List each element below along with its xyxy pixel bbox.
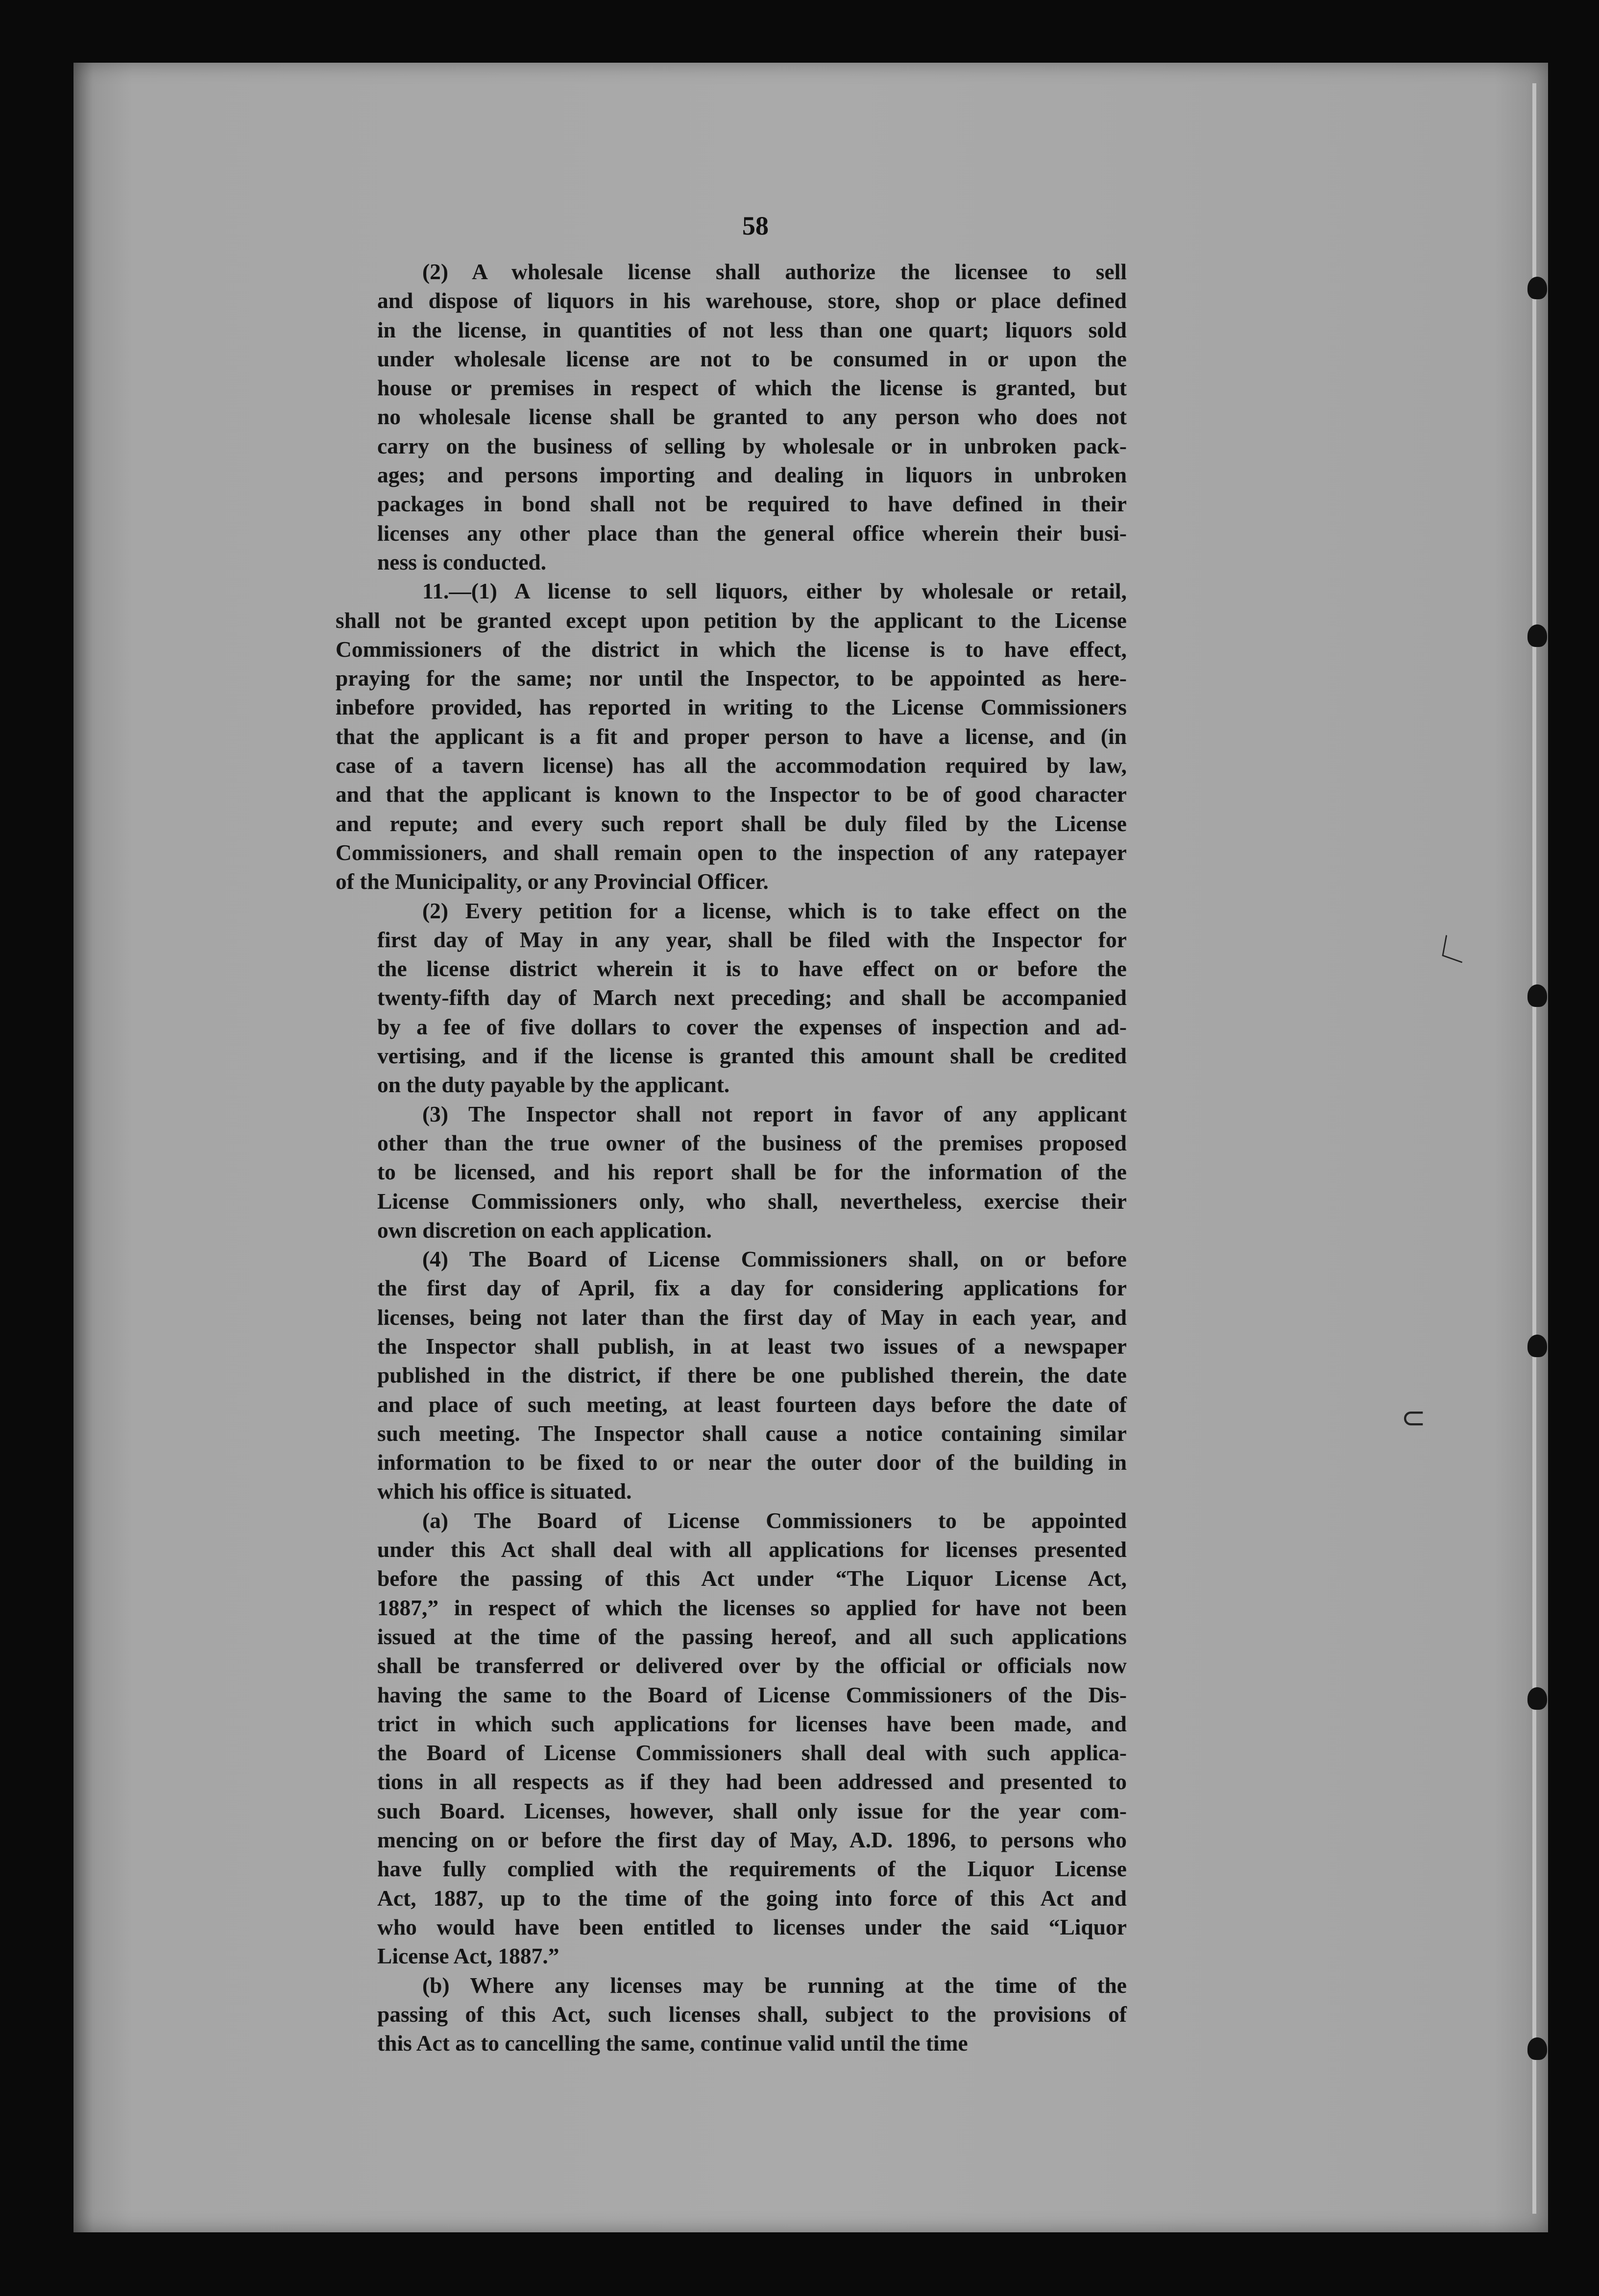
text-line: Act, 1887, up to the time of the going into force of this Act and — [377, 1885, 1127, 1911]
body-text — [336, 257, 1127, 2057]
text-line: mencing on or before the first day of May, A.D. 1896, to persons who — [377, 1827, 1127, 1853]
text-line: and repute; and every such report shall be duly filed by the License — [336, 811, 1127, 836]
text-line: Commissioners, and shall remain open to the inspection of any ratepayer — [336, 839, 1127, 865]
text-line: to be licensed, and his report shall be for the information of the — [377, 1159, 1127, 1185]
text-line: inbefore provided, has reported in writing to the License Commissioners — [336, 694, 1127, 720]
text-line: shall not be granted except upon petition by the applicant to the License — [336, 607, 1127, 633]
text-line: issued at the time of the passing hereof, and all such applications — [377, 1624, 1127, 1649]
text-line: carry on the business of selling by wholesale or in unbroken pack- — [377, 433, 1127, 458]
text-line: such Board. Licenses, however, shall only issue for the year com- — [377, 1798, 1127, 1823]
text-line: passing of this Act, such licenses shall, subject to the provisions of — [377, 2001, 1127, 2027]
binding-hole-mark — [1527, 984, 1547, 1007]
text-line: information to be fixed to or near the outer door of the building in — [377, 1450, 1127, 1475]
text-line: twenty-fifth day of March next preceding; and shall be accompanied — [377, 985, 1127, 1010]
text-line: License Act, 1887.” — [377, 1943, 559, 1969]
text-line: such meeting. The Inspector shall cause a notice containing similar — [377, 1420, 1127, 1446]
text-line: which his office is situated. — [377, 1479, 632, 1504]
text-line: (2) A wholesale license shall authorize the licensee to sell — [422, 259, 1127, 284]
text-line: this Act as to cancelling the same, continue valid until the time — [377, 2031, 968, 2056]
paragraph-p-11-3 — [377, 1100, 1127, 1244]
paragraph-p-11-1 — [336, 576, 1127, 896]
text-line: the Board of License Commissioners shall deal with such applica- — [377, 1740, 1127, 1766]
text-line: of the Municipality, or any Provincial Officer. — [336, 869, 769, 894]
paragraph-p-11-4 — [377, 1244, 1127, 1506]
binding-hole-mark — [1527, 1687, 1547, 1710]
text-line: before the passing of this Act under “The Liquor License Act, — [377, 1566, 1127, 1591]
text-line: licenses any other place than the general office wherein their busi- — [377, 520, 1127, 546]
text-line: licenses, being not later than the first day of May in each year, and — [377, 1304, 1127, 1330]
paragraph-p-2-wholesale — [377, 257, 1127, 576]
margin-pencil-mark: ⊂ — [1401, 1401, 1426, 1435]
text-line: the license district wherein it is to have effect on or before the — [377, 956, 1127, 981]
text-line: praying for the same; nor until the Inspector, to be appointed as here- — [336, 666, 1127, 691]
text-line: first day of May in any year, shall be filed with the Inspector for — [377, 927, 1127, 952]
text-line: License Commissioners only, who shall, nevertheless, exercise their — [377, 1188, 1127, 1214]
paragraph-p-11-2 — [377, 896, 1127, 1100]
text-line: under this Act shall deal with all applications for licenses presented — [377, 1537, 1127, 1562]
text-line: the first day of April, fix a day for considering applications for — [377, 1275, 1127, 1301]
page-number: 58 — [742, 211, 769, 240]
text-line: (b) Where any licenses may be running at the time of the — [422, 1972, 1127, 1998]
text-line: under wholesale license are not to be consumed in or upon the — [377, 346, 1127, 371]
text-line: ages; and persons importing and dealing in liquors in unbroken — [377, 462, 1127, 488]
margin-pencil-mark: 〈 — [1416, 932, 1467, 984]
binding-hole-mark — [1527, 1335, 1547, 1357]
text-line: in the license, in quantities of not less than one quart; liquors sold — [377, 317, 1127, 342]
text-line: tions in all respects as if they had been addressed and presented to — [377, 1769, 1127, 1794]
text-line: trict in which such applications for licenses have been made, and — [377, 1711, 1127, 1736]
text-line: own discretion on each application. — [377, 1217, 712, 1243]
text-line: the Inspector shall publish, in at least two issues of a newspaper — [377, 1333, 1127, 1359]
text-line: (3) The Inspector shall not report in favor of any applicant — [422, 1101, 1127, 1126]
text-line: having the same to the Board of License Commissioners of the Dis- — [377, 1682, 1127, 1707]
text-line: house or premises in respect of which the license is granted, but — [377, 375, 1127, 401]
text-line: who would have been entitled to licenses under the said “Liquor — [377, 1914, 1127, 1939]
text-line: (4) The Board of License Commissioners shall, on or before — [422, 1246, 1127, 1272]
binding-hole-mark — [1527, 277, 1547, 299]
text-line: case of a tavern license) has all the accommodation required by law, — [336, 753, 1127, 778]
paragraph-p-11-4-a — [377, 1506, 1127, 1971]
text-line: 11.—(1) A license to sell liquors, either by wholesale or retail, — [422, 578, 1127, 604]
text-line: have fully complied with the requirements of the Liquor License — [377, 1856, 1127, 1882]
text-line: that the applicant is a fit and proper person to have a license, and (in — [336, 723, 1127, 749]
text-line: by a fee of five dollars to cover the expenses of inspection and ad- — [377, 1014, 1127, 1039]
text-line: vertising, and if the license is granted this amount shall be credited — [377, 1043, 1127, 1069]
text-line: other than the true owner of the business of the premises proposed — [377, 1130, 1127, 1155]
binding-hole-mark — [1527, 2037, 1547, 2060]
binding-hole-mark — [1527, 624, 1547, 647]
text-line: and place of such meeting, at least fourteen days before the date of — [377, 1391, 1127, 1417]
text-line: shall be transferred or delivered over by the official or officials now — [377, 1653, 1127, 1678]
text-line: and that the applicant is known to the Inspector to be of good character — [336, 782, 1127, 807]
text-line: on the duty payable by the applicant. — [377, 1072, 730, 1098]
text-line: (2) Every petition for a license, which is to take effect on the — [422, 898, 1127, 923]
text-line: and dispose of liquors in his warehouse, store, shop or place defined — [377, 288, 1127, 313]
text-line: no wholesale license shall be granted to any person who does not — [377, 404, 1127, 430]
text-line: Commissioners of the district in which the license is to have effect, — [336, 636, 1127, 662]
paragraph-p-11-4-b — [377, 1971, 1127, 2058]
page-edge — [1532, 83, 1536, 2214]
text-line: published in the district, if there be one published therein, the date — [377, 1363, 1127, 1388]
text-line: (a) The Board of License Commissioners to be appointed — [422, 1507, 1127, 1533]
text-line: 1887,” in respect of which the licenses so applied for have not been — [377, 1595, 1127, 1620]
text-line: ness is conducted. — [377, 549, 547, 574]
text-line: packages in bond shall not be required to have defined in their — [377, 491, 1127, 517]
